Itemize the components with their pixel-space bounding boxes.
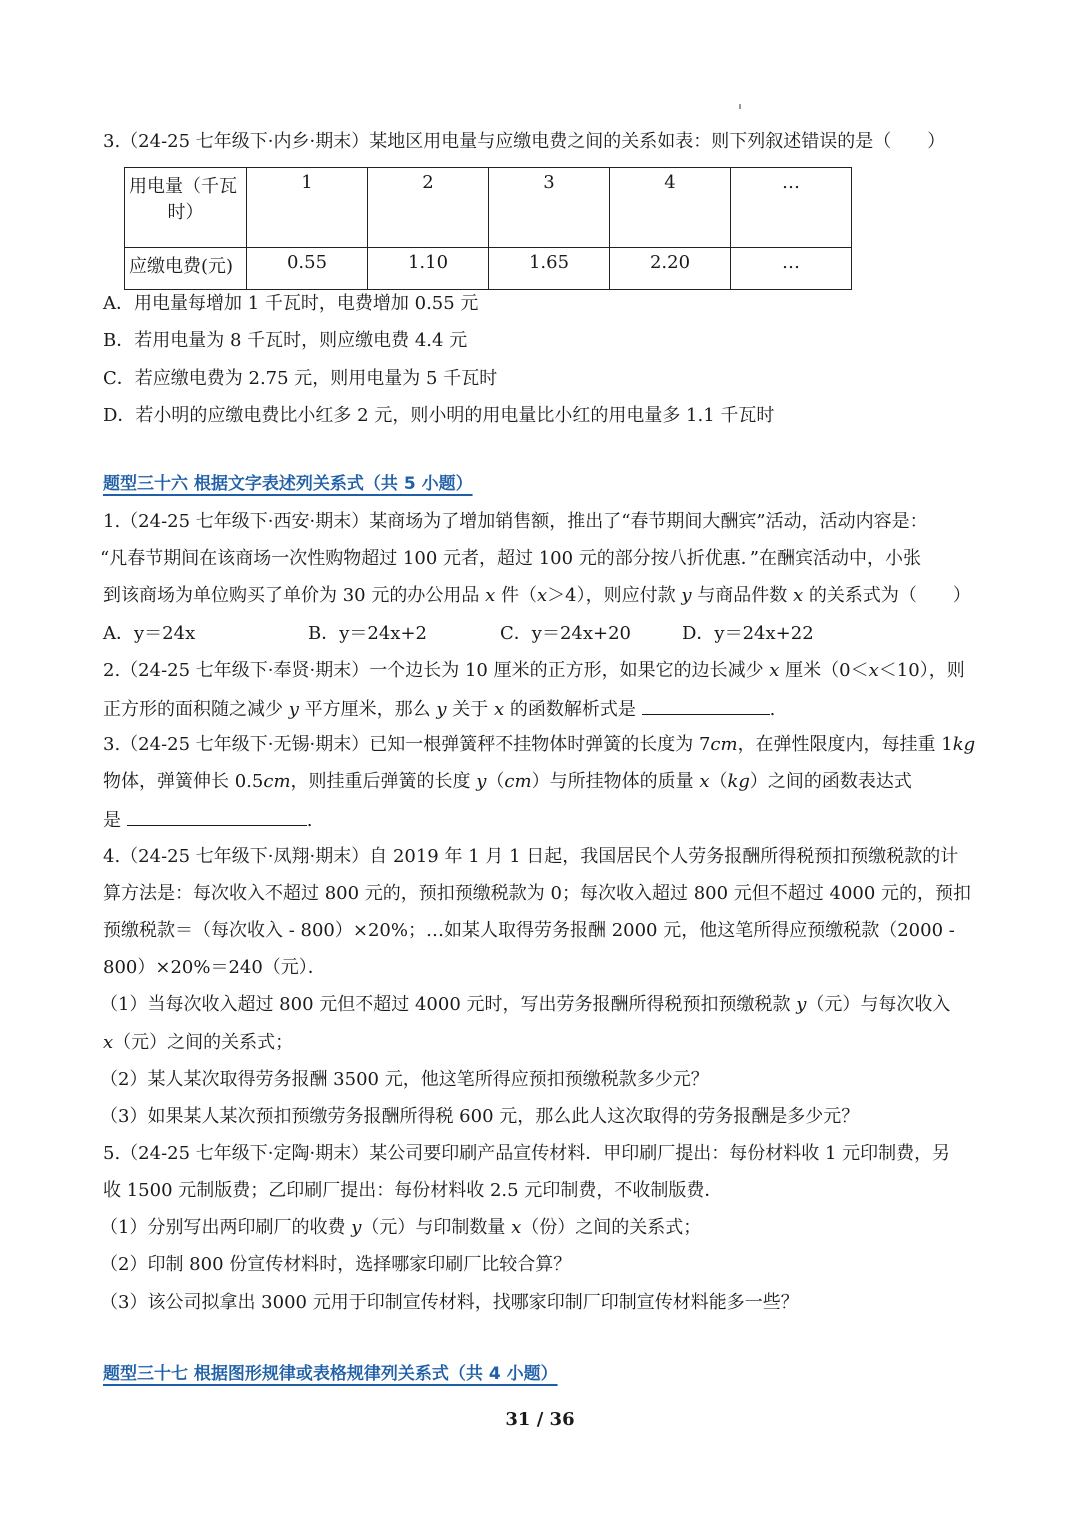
page-number: 31 / 36 bbox=[505, 1409, 575, 1430]
s36-q4-line2: 算方法是：每次收入不超过 800 元的，预扣预缴税款为 0；每次收入超过 800 元但不超过 4000 元的，预扣 bbox=[103, 883, 972, 904]
table-cell: 1.10 bbox=[368, 248, 489, 290]
scan-mark bbox=[739, 104, 741, 109]
table-cell: 2 bbox=[368, 168, 489, 248]
s36-q1-line3: 到该商场为单位购买了单价为 30 元的办公用品 x 件（x＞4），则应付款 y 与商品件数 x 的关系式为（ ） bbox=[103, 585, 971, 606]
s36-q2-line1: 2.（24-25 七年级下·奉贤·期末）一个边长为 10 厘米的正方形，如果它的边长减少 x 厘米（0＜x＜10），则 bbox=[103, 660, 965, 681]
option-c: C．若应缴电费为 2.75 元，则用电量为 5 千瓦时 bbox=[103, 368, 498, 389]
s36-q5-sub2: （2）印制 800 份宣传材料时，选择哪家印刷厂比较合算？ bbox=[100, 1254, 572, 1275]
option-d: D．y＝24x+22 bbox=[682, 623, 814, 644]
s36-q5-sub1: （1）分别写出两印刷厂的收费 y（元）与印制数量 x（份）之间的关系式； bbox=[100, 1217, 702, 1238]
s36-q1-options bbox=[103, 622, 814, 646]
s36-q5-line1: 5.（24-25 七年级下·定陶·期末）某公司要印刷产品宣传材料．甲印刷厂提出：每份材料收 1 元印制费，另 bbox=[103, 1143, 951, 1164]
table-cell: 4 bbox=[610, 168, 731, 248]
table-cell: 1.65 bbox=[489, 248, 610, 290]
table-cell: 2.20 bbox=[610, 248, 731, 290]
electricity-table bbox=[124, 167, 852, 290]
s36-q4-sub2: （2）某人某次取得劳务报酬 3500 元，他这笔所得应预扣预缴税款多少元？ bbox=[100, 1069, 709, 1090]
question-3-stem: 3.（24-25 七年级下·内乡·期末）某地区用电量与应缴电费之间的关系如表：则下列叙述错误的是（ ） bbox=[103, 131, 946, 152]
answer-blank[interactable] bbox=[127, 807, 307, 826]
option-b: B．y＝24x+2 bbox=[308, 623, 427, 644]
s36-q5-sub3: （3）该公司拟拿出 3000 元用于印制宣传材料，找哪家印制厂印制宣传材料能多一些？ bbox=[100, 1292, 799, 1313]
option-a: A．y＝24x bbox=[103, 623, 196, 644]
table-cell: 3 bbox=[489, 168, 610, 248]
section-36-heading: 题型三十六 根据文字表述列关系式（共 5 小题） bbox=[103, 474, 473, 494]
table-header-fee: 应缴电费(元) bbox=[125, 248, 247, 290]
table-cell: 1 bbox=[247, 168, 368, 248]
s36-q2-line2: 正方形的面积随之减少 y 平方厘米，那么 y 关于 x 的函数解析式是 . bbox=[103, 696, 775, 720]
s36-q4-line3: 预缴税款＝（每次收入 - 800）×20%；…如某人取得劳务报酬 2000 元，他这笔所得应预缴税款（2000 - bbox=[103, 920, 955, 941]
s36-q3-line3: 是 . bbox=[103, 807, 312, 831]
table-cell: … bbox=[731, 168, 852, 248]
option-c: C．y＝24x+20 bbox=[500, 623, 631, 644]
s36-q4-sub3: （3）如果某人某次预扣预缴劳务报酬所得税 600 元，那么此人这次取得的劳务报酬是多少元？ bbox=[100, 1106, 860, 1127]
section-37-heading: 题型三十七 根据图形规律或表格规律列关系式（共 4 小题） bbox=[103, 1364, 558, 1384]
s36-q1-line2: “凡春节期间在该商场一次性购物超过 100 元者，超过 100 元的部分按八折优惠．”在酬宾活动中，小张 bbox=[100, 548, 921, 569]
table-cell: … bbox=[731, 248, 852, 290]
table-header-usage: 用电量（千瓦 时） bbox=[125, 168, 247, 248]
option-b: B．若用电量为 8 千瓦时，则应缴电费 4.4 元 bbox=[103, 330, 468, 351]
s36-q4-sub1-cont: x（元）之间的关系式； bbox=[103, 1032, 294, 1053]
s36-q4-sub1: （1）当每次收入超过 800 元但不超过 4000 元时，写出劳务报酬所得税预扣预缴税款 y（元）与每次收入 bbox=[100, 994, 951, 1015]
s36-q3-line2: 物体，弹簧伸长 0.5cm，则挂重后弹簧的长度 y（cm）与所挂物体的质量 x（kg）之间的函数表达式 bbox=[103, 771, 912, 792]
s36-q5-line2: 收 1500 元制版费；乙印刷厂提出：每份材料收 2.5 元印制费，不收制版费． bbox=[103, 1180, 723, 1201]
s36-q1-line1: 1.（24-25 七年级下·西安·期末）某商场为了增加销售额，推出了“春节期间大酬宾”活动，活动内容是： bbox=[103, 511, 928, 532]
table-cell: 0.55 bbox=[247, 248, 368, 290]
s36-q4-line4: 800）×20%＝240（元）． bbox=[103, 957, 326, 978]
answer-blank[interactable] bbox=[642, 696, 770, 715]
option-a: A．用电量每增加 1 千瓦时，电费增加 0.55 元 bbox=[103, 293, 479, 314]
s36-q3-line1: 3.（24-25 七年级下·无锡·期末）已知一根弹簧秤不挂物体时弹簧的长度为 7cm，在弹性限度内，每挂重 1kg bbox=[103, 734, 976, 755]
option-d: D．若小明的应缴电费比小红多 2 元，则小明的用电量比小红的用电量多 1.1 千瓦时 bbox=[103, 405, 775, 426]
s36-q4-line1: 4.（24-25 七年级下·凤翔·期末）自 2019 年 1 月 1 日起，我国居民个人劳务报酬所得税预扣预缴税款的计 bbox=[103, 846, 959, 867]
